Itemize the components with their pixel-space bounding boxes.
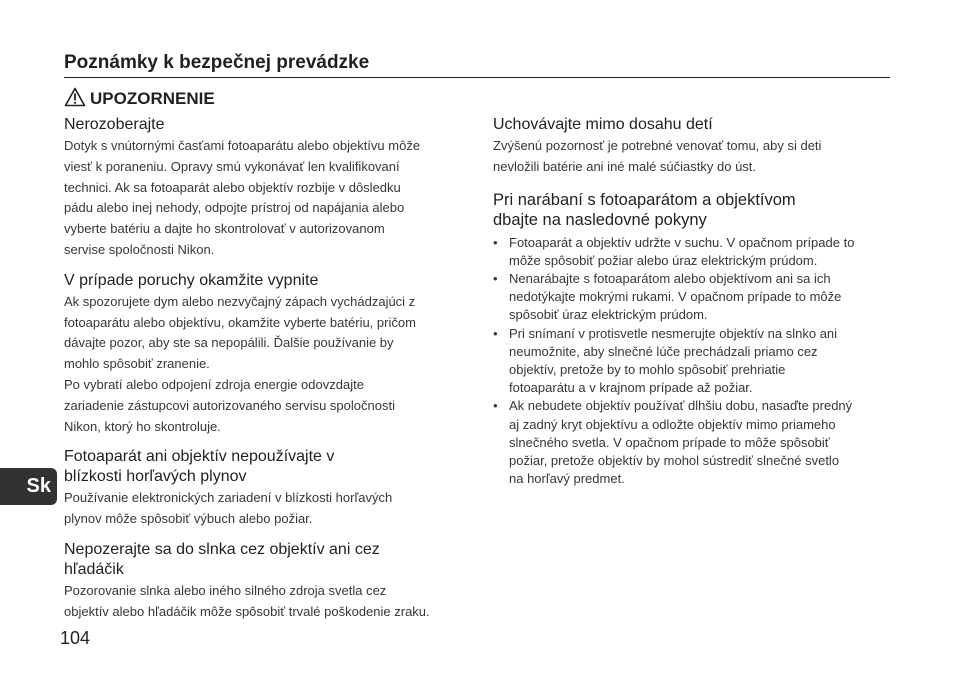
- bullet-item: [493, 270, 893, 325]
- bullet-line: Nenarábajte s fotoaparátom alebo objektívom ani sa ich: [509, 271, 831, 286]
- bullet-line: slnečného svetla. V opačnom prípade to môže spôsobiť: [509, 434, 830, 450]
- section: [493, 115, 893, 178]
- section-title-line: V prípade poruchy okamžite vypnite: [64, 271, 319, 289]
- section-body: [64, 488, 464, 530]
- bullet-line: fotoaparátu a v krajnom prípade až požiar.: [509, 380, 753, 396]
- section-title: [493, 115, 893, 135]
- handling-title-line: Pri narábaní s fotoaparátom a objektívom: [493, 190, 796, 209]
- bullet-line: spôsobiť úraz elektrickým prúdom.: [509, 307, 708, 323]
- bullet-item: [493, 234, 893, 270]
- page-number: 104: [60, 628, 91, 648]
- bullet-line: Pri snímaní v protisvetle nesmerujte objektív na slnko ani: [509, 325, 838, 341]
- body-line: nevložili batérie ani iné malé súčiastky do úst.: [493, 158, 757, 174]
- language-tab: Sk: [0, 468, 57, 505]
- bullet-dot: •: [493, 398, 498, 414]
- body-line: Používanie elektronických zariadení v blízkosti horľavých: [64, 490, 393, 506]
- bullet-line: Ak nebudete objektív používať dlhšiu dobu, nasaďte predný: [509, 398, 853, 414]
- bullet-dot: •: [493, 271, 498, 286]
- bullet-line: Fotoaparát a objektív udržte v suchu. V opačnom prípade to: [509, 234, 855, 250]
- section-title-line: Uchovávajte mimo dosahu detí: [493, 116, 713, 133]
- handling-bullet-list: [493, 234, 893, 489]
- section-body: [64, 136, 464, 261]
- section-body: [64, 581, 464, 623]
- section: [64, 447, 464, 530]
- bullet-line: neumožnite, aby slnečné lúče prechádzali priamo cez: [509, 343, 818, 359]
- body-line: servise spoločnosti Nikon.: [64, 241, 215, 257]
- body-line: pádu alebo inej nehody, odpojte prístroj od napájania alebo: [64, 200, 405, 216]
- section-title-line: Fotoaparát ani objektív nepoužívajte v: [64, 448, 335, 466]
- body-line: Zvýšenú pozornosť je potrebné venovať tomu, aby si deti: [493, 138, 822, 153]
- section: [64, 271, 464, 438]
- handling-title: [493, 190, 893, 230]
- section-title: [64, 271, 464, 291]
- body-line: Po vybratí alebo odpojení zdroja energie odovzdajte: [64, 376, 364, 392]
- bullet-line: môže spôsobiť požiar alebo úraz elektrickým prúdom.: [509, 252, 818, 268]
- body-line: Nikon, ktorý ho skontroluje.: [64, 418, 221, 434]
- bullet-line: na horľavý predmet.: [509, 471, 625, 487]
- body-line: Dotyk s vnútornými časťami fotoaparátu alebo objektívu môže: [64, 138, 421, 153]
- section-title: [64, 447, 464, 487]
- bullet-line: objektív, pretože by to mohlo spôsobiť prehriatie: [509, 362, 786, 378]
- section-title: [64, 115, 464, 135]
- body-line: dávajte pozor, aby ste sa nepopálili. Ďalšie používanie by: [64, 335, 394, 351]
- section-title: [64, 540, 464, 580]
- caution-label: UPOZORNENIE: [90, 89, 215, 108]
- bullet-dot: •: [493, 234, 498, 250]
- left-column: [64, 115, 464, 633]
- section-title-line: Nepozerajte sa do slnka cez objektív ani cez: [64, 540, 380, 558]
- bullet-dot: •: [493, 325, 498, 341]
- section-title-line: Nerozoberajte: [64, 116, 165, 133]
- handling-title-line: dbajte na nasledovné pokyny: [493, 210, 707, 229]
- bullet-line: aj zadný kryt objektívu a odložte objektív mimo priameho: [509, 416, 836, 432]
- page-title: Poznámky k bezpečnej prevádzke: [64, 50, 890, 78]
- body-line: Pozorovanie slnka alebo iného silného zdroja svetla cez: [64, 582, 387, 598]
- body-line: Ak spozorujete dym alebo nezvyčajný zápach vychádzajúci z: [64, 293, 416, 309]
- bullet-item: [493, 397, 893, 488]
- body-line: objektív alebo hľadáčik môže spôsobiť trvalé poškodenie zraku.: [64, 603, 430, 619]
- bullet-line: nedotýkajte mokrými rukami. V opačnom prípade to môže: [509, 289, 842, 305]
- caution-heading: [64, 86, 215, 112]
- section-body: [493, 136, 893, 178]
- section: [64, 540, 464, 623]
- section: [64, 115, 464, 261]
- body-line: vyberte batériu a dajte ho skontrolovať v autorizovanom: [64, 221, 385, 237]
- section-body: [64, 292, 464, 438]
- body-line: plynov môže spôsobiť výbuch alebo požiar.: [64, 511, 313, 527]
- right-column: [493, 115, 893, 498]
- section-title-line: hľadáčik: [64, 560, 124, 578]
- section-title-line: blízkosti horľavých plynov: [64, 468, 247, 486]
- bullet-line: požiar, pretože objektív by mohol sústrediť slnečné svetlo: [509, 453, 840, 469]
- body-line: technici. Ak sa fotoaparát alebo objektív rozbije v dôsledku: [64, 179, 401, 195]
- warning-triangle-icon: [64, 87, 86, 112]
- handling-section: [493, 190, 893, 489]
- body-line: mohlo spôsobiť zranenie.: [64, 356, 210, 372]
- body-line: viesť k poraneniu. Opravy smú vykonávať len kvalifikovaní: [64, 158, 400, 174]
- bullet-item: [493, 325, 893, 398]
- body-line: fotoaparátu alebo objektívu, okamžite vyberte batériu, pričom: [64, 314, 416, 330]
- body-line: zariadenie zástupcovi autorizovaného servisu spoločnosti: [64, 397, 395, 413]
